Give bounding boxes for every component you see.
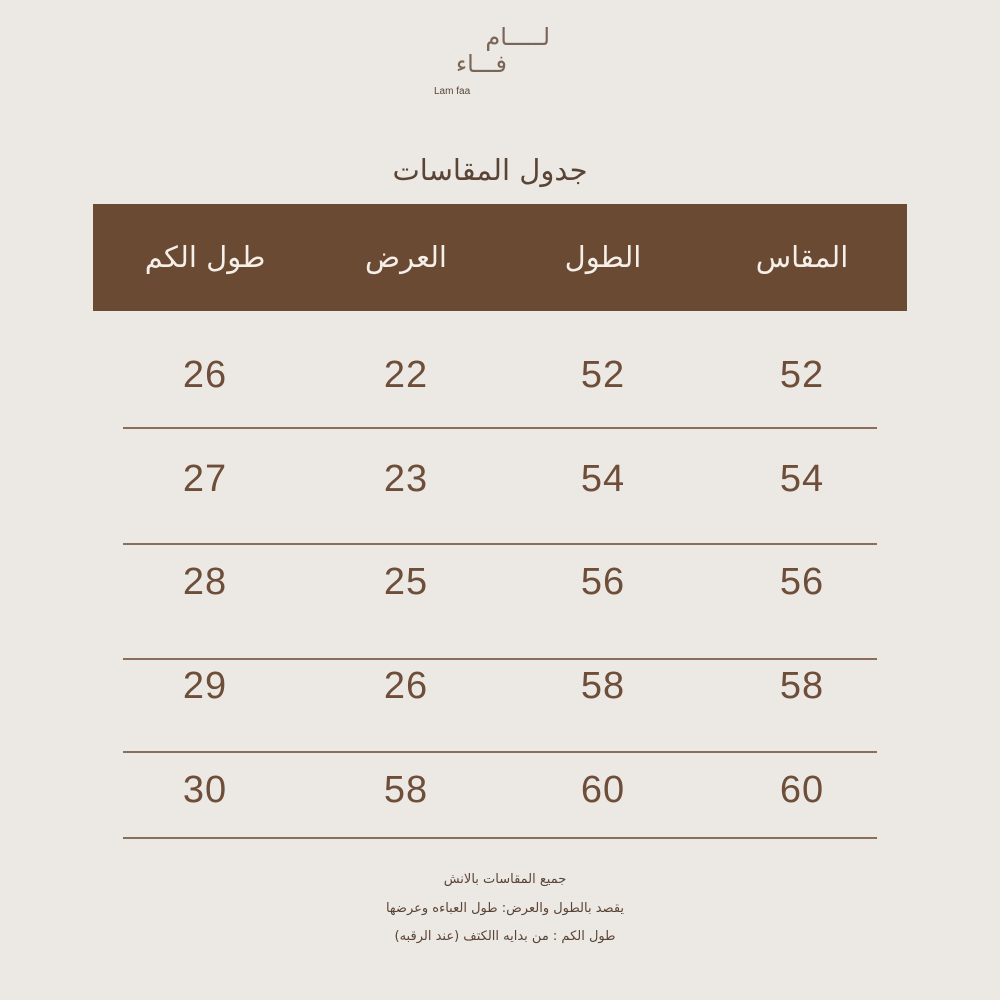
- table-cell-size: 56: [779, 561, 825, 603]
- page-title: جدول المقاسات: [392, 153, 588, 187]
- row-divider: [123, 427, 877, 429]
- row-divider: [123, 543, 877, 545]
- table-row: [0, 552, 1000, 612]
- table-cell-width: 25: [383, 561, 429, 603]
- table-cell-length: 52: [580, 354, 626, 396]
- table-cell-size: 58: [779, 665, 825, 707]
- row-divider: [123, 837, 877, 839]
- table-row: [0, 345, 1000, 405]
- table-header-sleeve: طول الكم: [144, 240, 266, 274]
- table-cell-length: 60: [580, 769, 626, 811]
- note-length-width: يقصد بالطول والعرض: طول العباءه وعرضها: [385, 901, 625, 916]
- table-header-width: العرض: [365, 240, 447, 274]
- table-cell-sleeve: 29: [182, 665, 228, 707]
- logo-latin-text: Lam faa: [434, 86, 471, 97]
- note-sleeve-length: طول الكم : من بدايه االكتف (عند الرقبه): [394, 929, 616, 944]
- table-cell-sleeve: 27: [182, 458, 228, 500]
- table-cell-size: 60: [779, 769, 825, 811]
- table-header-size: المقاس: [755, 240, 849, 274]
- table-cell-sleeve: 28: [182, 561, 228, 603]
- table-cell-width: 26: [383, 665, 429, 707]
- table-cell-sleeve: 30: [182, 769, 228, 811]
- table-cell-size: 52: [779, 354, 825, 396]
- table-cell-width: 58: [383, 769, 429, 811]
- table-row: [0, 449, 1000, 509]
- table-cell-sleeve: 26: [182, 354, 228, 396]
- note-units: جميع المقاسات بالانش: [443, 872, 567, 887]
- table-cell-length: 54: [580, 458, 626, 500]
- table-cell-width: 22: [383, 354, 429, 396]
- logo-line-faa: فـــاء: [455, 50, 507, 78]
- table-cell-length: 56: [580, 561, 626, 603]
- row-divider: [123, 751, 877, 753]
- table-row: [0, 760, 1000, 820]
- table-cell-length: 58: [580, 665, 626, 707]
- logo-line-lam: لـــــام: [485, 23, 550, 51]
- table-cell-width: 23: [383, 458, 429, 500]
- table-header-length: الطول: [564, 240, 642, 274]
- table-row: [0, 656, 1000, 716]
- table-cell-size: 54: [779, 458, 825, 500]
